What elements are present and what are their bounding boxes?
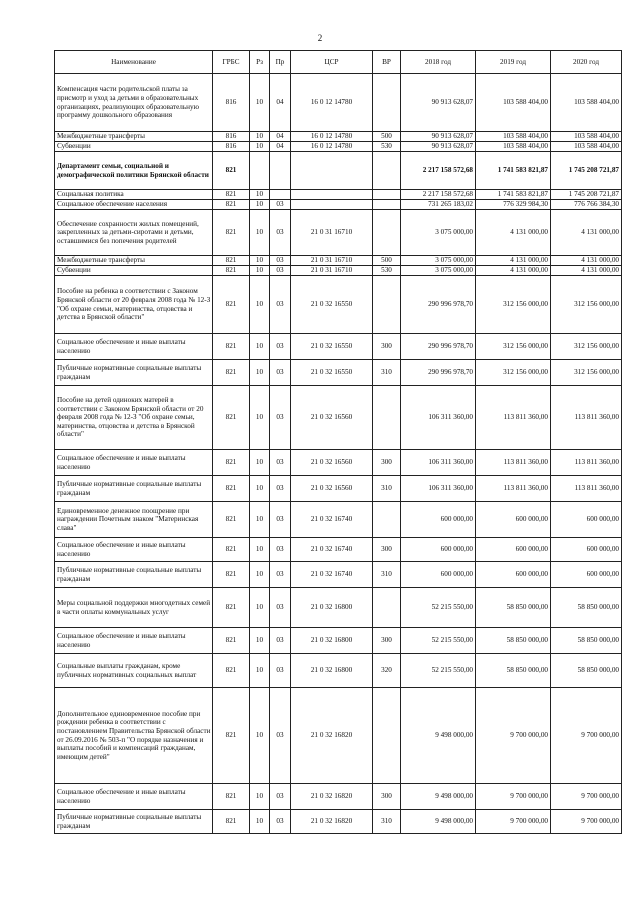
- cell-2020: 113 811 360,00: [551, 476, 622, 502]
- cell-pr: 03: [270, 476, 291, 502]
- page-number: 2: [317, 33, 323, 43]
- cell-2018: 106 311 360,00: [401, 450, 476, 476]
- cell-2019: 1 741 583 821,87: [476, 152, 551, 190]
- table-row: [55, 628, 622, 654]
- cell-pr: 03: [270, 562, 291, 588]
- cell-csr: 16 0 12 14780: [291, 132, 373, 142]
- cell-name: Меры социальной поддержки многодетных семей в части оплаты коммунальных услуг: [55, 588, 213, 628]
- cell-grbs: 821: [213, 654, 250, 688]
- cell-2018: 52 215 550,00: [401, 628, 476, 654]
- cell-vr: [373, 74, 401, 132]
- table-row: [55, 74, 622, 132]
- table-row: [55, 190, 622, 200]
- table-row: [55, 360, 622, 386]
- table-row: [55, 152, 622, 190]
- table-row: [55, 450, 622, 476]
- table-row: [55, 784, 622, 810]
- cell-pr: 03: [270, 628, 291, 654]
- cell-rz: 10: [250, 360, 270, 386]
- cell-pr: 03: [270, 256, 291, 266]
- cell-vr: 300: [373, 538, 401, 562]
- cell-csr: 16 0 12 14780: [291, 74, 373, 132]
- cell-rz: 10: [250, 266, 270, 276]
- table-row: [55, 688, 622, 784]
- cell-2018: 2 217 158 572,68: [401, 190, 476, 200]
- cell-grbs: 821: [213, 588, 250, 628]
- cell-pr: 03: [270, 210, 291, 256]
- cell-csr: 21 0 32 16550: [291, 334, 373, 360]
- cell-vr: [373, 502, 401, 538]
- cell-2018: 90 913 628,07: [401, 74, 476, 132]
- cell-grbs: 821: [213, 266, 250, 276]
- cell-2020: 103 588 404,00: [551, 132, 622, 142]
- cell-csr: 16 0 12 14780: [291, 142, 373, 152]
- cell-rz: 10: [250, 334, 270, 360]
- cell-pr: [270, 152, 291, 190]
- header-2018: 2018 год: [401, 51, 476, 74]
- cell-name: Социальная политика: [55, 190, 213, 200]
- cell-2020: 58 850 000,00: [551, 628, 622, 654]
- table-row: [55, 654, 622, 688]
- cell-2020: 312 156 000,00: [551, 276, 622, 334]
- cell-pr: 03: [270, 360, 291, 386]
- cell-2020: 600 000,00: [551, 538, 622, 562]
- table-row: [55, 588, 622, 628]
- cell-2020: 1 745 208 721,87: [551, 190, 622, 200]
- cell-vr: 310: [373, 810, 401, 834]
- cell-name: Социальное обеспечение и иные выплаты населению: [55, 538, 213, 562]
- cell-csr: 21 0 32 16820: [291, 784, 373, 810]
- cell-grbs: 821: [213, 450, 250, 476]
- cell-2020: 9 700 000,00: [551, 810, 622, 834]
- cell-2018: 290 996 978,70: [401, 360, 476, 386]
- cell-grbs: 821: [213, 628, 250, 654]
- table-row: [55, 132, 622, 142]
- cell-2019: 4 131 000,00: [476, 210, 551, 256]
- cell-2019: 1 741 583 821,87: [476, 190, 551, 200]
- cell-rz: 10: [250, 784, 270, 810]
- cell-csr: 21 0 32 16820: [291, 810, 373, 834]
- header-pr: Пр: [270, 51, 291, 74]
- cell-name: Публичные нормативные социальные выплаты гражданам: [55, 810, 213, 834]
- cell-csr: 21 0 32 16800: [291, 588, 373, 628]
- cell-vr: [373, 210, 401, 256]
- cell-name: Субвенции: [55, 142, 213, 152]
- cell-rz: 10: [250, 276, 270, 334]
- cell-vr: 530: [373, 266, 401, 276]
- cell-2019: 103 588 404,00: [476, 74, 551, 132]
- cell-2020: 4 131 000,00: [551, 266, 622, 276]
- cell-pr: 03: [270, 588, 291, 628]
- cell-2020: 776 766 384,30: [551, 200, 622, 210]
- cell-csr: [291, 152, 373, 190]
- cell-rz: 10: [250, 628, 270, 654]
- cell-name: Компенсация части родительской платы за присмотр и уход за детьми в образовательных организациях, реализующих образовательную программу дошкольного образования: [55, 74, 213, 132]
- cell-2018: 3 075 000,00: [401, 256, 476, 266]
- table-row: [55, 810, 622, 834]
- cell-2020: 103 588 404,00: [551, 142, 622, 152]
- cell-csr: 21 0 32 16800: [291, 654, 373, 688]
- cell-name: Пособие на ребенка в соответствии с Законом Брянской области от 20 февраля 2008 года № 12-З "Об охране семьи, материнства, отцовства и детства в Брянской области": [55, 276, 213, 334]
- cell-vr: 500: [373, 132, 401, 142]
- cell-grbs: 816: [213, 132, 250, 142]
- cell-pr: 03: [270, 688, 291, 784]
- cell-2018: 9 498 000,00: [401, 688, 476, 784]
- cell-vr: [373, 588, 401, 628]
- cell-2019: 9 700 000,00: [476, 784, 551, 810]
- cell-vr: 300: [373, 784, 401, 810]
- cell-2019: 776 329 984,30: [476, 200, 551, 210]
- cell-2018: 731 265 183,02: [401, 200, 476, 210]
- cell-name: Социальное обеспечение и иные выплаты населению: [55, 334, 213, 360]
- cell-name: Социальное обеспечение населения: [55, 200, 213, 210]
- table-header-row: [55, 51, 622, 74]
- cell-grbs: 821: [213, 152, 250, 190]
- table-row: [55, 256, 622, 266]
- table-row: [55, 476, 622, 502]
- cell-rz: 10: [250, 190, 270, 200]
- cell-2020: 9 700 000,00: [551, 688, 622, 784]
- cell-name: Субвенции: [55, 266, 213, 276]
- cell-2019: 113 811 360,00: [476, 476, 551, 502]
- cell-name: Публичные нормативные социальные выплаты гражданам: [55, 562, 213, 588]
- cell-vr: 300: [373, 450, 401, 476]
- cell-grbs: 821: [213, 538, 250, 562]
- table-row: [55, 210, 622, 256]
- table-row: [55, 502, 622, 538]
- cell-2018: 106 311 360,00: [401, 476, 476, 502]
- cell-2019: 4 131 000,00: [476, 256, 551, 266]
- cell-2018: 3 075 000,00: [401, 210, 476, 256]
- cell-pr: [270, 190, 291, 200]
- cell-vr: [373, 386, 401, 450]
- cell-2019: 58 850 000,00: [476, 628, 551, 654]
- cell-2019: 600 000,00: [476, 502, 551, 538]
- cell-2018: 600 000,00: [401, 562, 476, 588]
- cell-name: Социальное обеспечение и иные выплаты населению: [55, 784, 213, 810]
- header-vr: ВР: [373, 51, 401, 74]
- cell-vr: [373, 688, 401, 784]
- cell-2018: 9 498 000,00: [401, 784, 476, 810]
- cell-vr: [373, 200, 401, 210]
- cell-vr: 310: [373, 562, 401, 588]
- cell-rz: 10: [250, 810, 270, 834]
- cell-rz: 10: [250, 450, 270, 476]
- cell-vr: [373, 190, 401, 200]
- cell-2020: 312 156 000,00: [551, 360, 622, 386]
- cell-name: Межбюджетные трансферты: [55, 256, 213, 266]
- cell-2020: 312 156 000,00: [551, 334, 622, 360]
- cell-grbs: 821: [213, 276, 250, 334]
- table-row: [55, 334, 622, 360]
- cell-2020: 1 745 208 721,87: [551, 152, 622, 190]
- cell-csr: 21 0 32 16740: [291, 538, 373, 562]
- cell-name: Социальное обеспечение и иные выплаты населению: [55, 628, 213, 654]
- cell-2018: 2 217 158 572,68: [401, 152, 476, 190]
- header-rz: Рз: [250, 51, 270, 74]
- cell-2019: 58 850 000,00: [476, 588, 551, 628]
- cell-vr: 310: [373, 360, 401, 386]
- cell-csr: 21 0 32 16560: [291, 386, 373, 450]
- cell-pr: 04: [270, 132, 291, 142]
- cell-csr: 21 0 32 16820: [291, 688, 373, 784]
- cell-2019: 600 000,00: [476, 562, 551, 588]
- header-grbs: ГРБС: [213, 51, 250, 74]
- cell-2019: 103 588 404,00: [476, 132, 551, 142]
- cell-grbs: 821: [213, 256, 250, 266]
- cell-2020: 58 850 000,00: [551, 588, 622, 628]
- cell-2018: 90 913 628,07: [401, 132, 476, 142]
- cell-grbs: 821: [213, 360, 250, 386]
- cell-2019: 103 588 404,00: [476, 142, 551, 152]
- cell-rz: [250, 152, 270, 190]
- table-row: [55, 538, 622, 562]
- cell-vr: 320: [373, 654, 401, 688]
- table-row: [55, 276, 622, 334]
- cell-vr: 310: [373, 476, 401, 502]
- cell-rz: 10: [250, 654, 270, 688]
- cell-csr: 21 0 32 16800: [291, 628, 373, 654]
- cell-name: Социальные выплаты гражданам, кроме публичных нормативных социальных выплат: [55, 654, 213, 688]
- cell-rz: 10: [250, 210, 270, 256]
- cell-2019: 9 700 000,00: [476, 688, 551, 784]
- cell-grbs: 821: [213, 810, 250, 834]
- header-2020: 2020 год: [551, 51, 622, 74]
- cell-pr: 03: [270, 502, 291, 538]
- cell-2019: 9 700 000,00: [476, 810, 551, 834]
- cell-name: Обеспечение сохранности жилых помещений, закрепленных за детьми-сиротами и детьми, оставшимися без попечения родителей: [55, 210, 213, 256]
- cell-2019: 4 131 000,00: [476, 266, 551, 276]
- cell-grbs: 821: [213, 688, 250, 784]
- cell-2018: 90 913 628,07: [401, 142, 476, 152]
- cell-csr: [291, 200, 373, 210]
- cell-rz: 10: [250, 132, 270, 142]
- cell-2020: 58 850 000,00: [551, 654, 622, 688]
- cell-2018: 600 000,00: [401, 538, 476, 562]
- cell-pr: 03: [270, 450, 291, 476]
- cell-grbs: 821: [213, 200, 250, 210]
- cell-2019: 58 850 000,00: [476, 654, 551, 688]
- cell-2020: 9 700 000,00: [551, 784, 622, 810]
- cell-2019: 113 811 360,00: [476, 450, 551, 476]
- cell-vr: 530: [373, 142, 401, 152]
- cell-vr: [373, 276, 401, 334]
- cell-name: Публичные нормативные социальные выплаты гражданам: [55, 360, 213, 386]
- header-csr: ЦСР: [291, 51, 373, 74]
- table-row: [55, 142, 622, 152]
- cell-grbs: 821: [213, 502, 250, 538]
- cell-2018: 290 996 978,70: [401, 276, 476, 334]
- cell-csr: 21 0 32 16740: [291, 562, 373, 588]
- cell-rz: 10: [250, 386, 270, 450]
- cell-2020: 103 588 404,00: [551, 74, 622, 132]
- cell-2020: 4 131 000,00: [551, 256, 622, 266]
- cell-rz: 10: [250, 476, 270, 502]
- cell-pr: 03: [270, 334, 291, 360]
- cell-name: Единовременное денежное поощрение при награждении Почетным знаком "Материнская слава": [55, 502, 213, 538]
- cell-rz: 10: [250, 502, 270, 538]
- cell-pr: 03: [270, 200, 291, 210]
- cell-grbs: 821: [213, 476, 250, 502]
- cell-pr: 03: [270, 266, 291, 276]
- cell-csr: 21 0 31 16710: [291, 256, 373, 266]
- header-name: Наименование: [55, 51, 213, 74]
- cell-csr: 21 0 32 16550: [291, 360, 373, 386]
- cell-grbs: 821: [213, 334, 250, 360]
- cell-pr: 03: [270, 654, 291, 688]
- cell-2019: 312 156 000,00: [476, 334, 551, 360]
- cell-pr: 03: [270, 538, 291, 562]
- cell-pr: 03: [270, 784, 291, 810]
- cell-pr: 04: [270, 74, 291, 132]
- cell-pr: 03: [270, 386, 291, 450]
- cell-2019: 600 000,00: [476, 538, 551, 562]
- cell-grbs: 821: [213, 190, 250, 200]
- cell-2020: 600 000,00: [551, 502, 622, 538]
- cell-vr: [373, 152, 401, 190]
- cell-grbs: 821: [213, 784, 250, 810]
- cell-2020: 4 131 000,00: [551, 210, 622, 256]
- cell-csr: 21 0 32 16560: [291, 476, 373, 502]
- cell-rz: 10: [250, 538, 270, 562]
- cell-vr: 500: [373, 256, 401, 266]
- cell-2019: 312 156 000,00: [476, 276, 551, 334]
- cell-2018: 290 996 978,70: [401, 334, 476, 360]
- cell-vr: 300: [373, 334, 401, 360]
- cell-rz: 10: [250, 256, 270, 266]
- cell-grbs: 821: [213, 386, 250, 450]
- budget-table: [54, 50, 622, 834]
- cell-rz: 10: [250, 142, 270, 152]
- cell-pr: 03: [270, 276, 291, 334]
- cell-rz: 10: [250, 200, 270, 210]
- cell-csr: 21 0 31 16710: [291, 210, 373, 256]
- cell-csr: [291, 190, 373, 200]
- cell-name: Социальное обеспечение и иные выплаты населению: [55, 450, 213, 476]
- header-2019: 2019 год: [476, 51, 551, 74]
- cell-rz: 10: [250, 562, 270, 588]
- table-row: [55, 562, 622, 588]
- table-row: [55, 386, 622, 450]
- cell-vr: 300: [373, 628, 401, 654]
- cell-name: Департамент семьи, социальной и демографической политики Брянской области: [55, 152, 213, 190]
- cell-grbs: 821: [213, 210, 250, 256]
- cell-name: Межбюджетные трансферты: [55, 132, 213, 142]
- cell-2019: 113 811 360,00: [476, 386, 551, 450]
- cell-2018: 9 498 000,00: [401, 810, 476, 834]
- cell-2018: 52 215 550,00: [401, 588, 476, 628]
- cell-csr: 21 0 31 16710: [291, 266, 373, 276]
- cell-csr: 21 0 32 16560: [291, 450, 373, 476]
- cell-grbs: 816: [213, 142, 250, 152]
- cell-csr: 21 0 32 16740: [291, 502, 373, 538]
- cell-2018: 3 075 000,00: [401, 266, 476, 276]
- cell-rz: 10: [250, 588, 270, 628]
- cell-2018: 600 000,00: [401, 502, 476, 538]
- cell-pr: 03: [270, 810, 291, 834]
- cell-pr: 04: [270, 142, 291, 152]
- table-row: [55, 200, 622, 210]
- cell-rz: 10: [250, 74, 270, 132]
- cell-2018: 52 215 550,00: [401, 654, 476, 688]
- cell-2020: 113 811 360,00: [551, 386, 622, 450]
- cell-csr: 21 0 32 16550: [291, 276, 373, 334]
- cell-grbs: 821: [213, 562, 250, 588]
- cell-2019: 312 156 000,00: [476, 360, 551, 386]
- cell-2020: 113 811 360,00: [551, 450, 622, 476]
- cell-name: Пособие на детей одиноких матерей в соответствии с Законом Брянской области от 20 февраля 2008 года № 12-З "Об охране семьи, материнства, отцовства и детства в Брянской области": [55, 386, 213, 450]
- cell-grbs: 816: [213, 74, 250, 132]
- cell-2018: 106 311 360,00: [401, 386, 476, 450]
- cell-2020: 600 000,00: [551, 562, 622, 588]
- cell-name: Публичные нормативные социальные выплаты гражданам: [55, 476, 213, 502]
- cell-rz: 10: [250, 688, 270, 784]
- cell-name: Дополнительное единовременное пособие при рождении ребенка в соответствии с постановлением Правительства Брянской области от 26.09.2016 № 503-п "О порядке назначения и выплаты пособий и компенсаций гражданам, имеющим детей": [55, 688, 213, 784]
- table-row: [55, 266, 622, 276]
